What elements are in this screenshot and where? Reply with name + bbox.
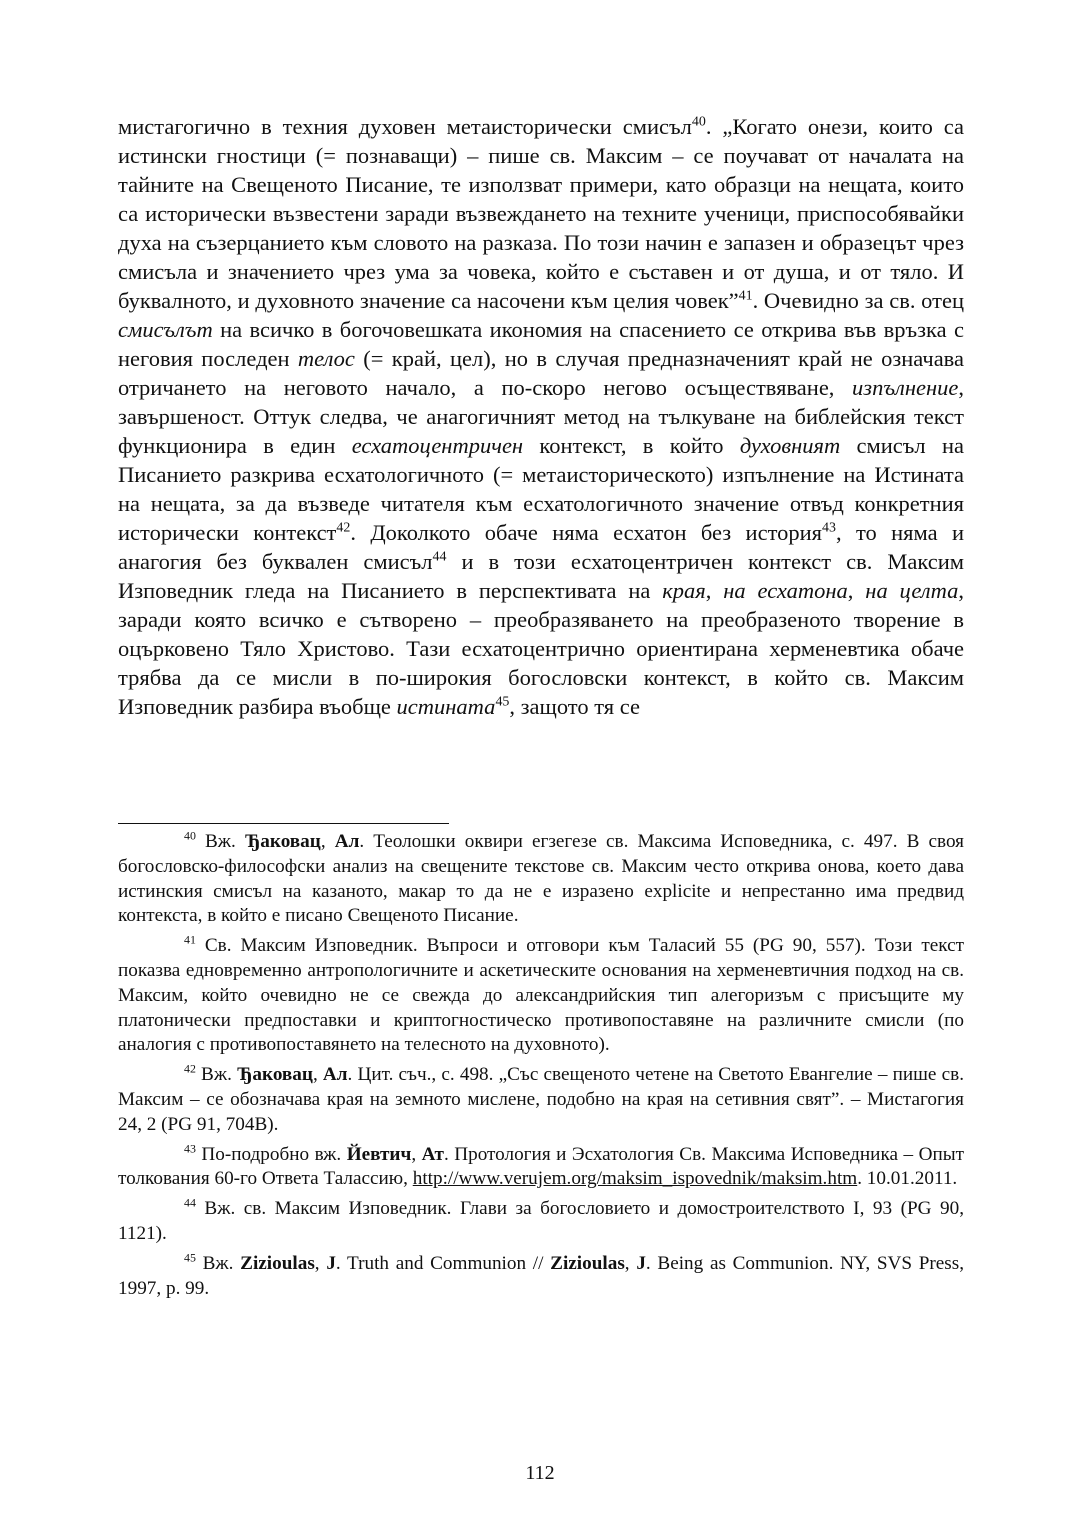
- text-run: . Очевидно за св. отец: [752, 288, 964, 313]
- footnote: [118, 1252, 964, 1302]
- footnote-ref: 43: [822, 520, 836, 536]
- main-text: [118, 112, 964, 721]
- text-run: . Truth and Communion //: [335, 1252, 551, 1274]
- text-run: . Теолошки оквири егзегезе св. Максима Исповедника, с. 497. В своя богословско-философски анализ на свещените текстове св. Максим често открива онова, което дава истинския смисъл на казаното, макар то да не е изразено explicite и непрестанно има предвид контекста, в който е писано Свещеното Писание.: [118, 831, 964, 927]
- text-run: на всичко в богочовешката икономия на спасението се открива във връзка с неговия последен: [118, 317, 964, 371]
- author-name: J: [636, 1252, 646, 1274]
- footnote-link[interactable]: http://www.verujem.org/maksim_ispovednik/maksim.htm: [412, 1168, 858, 1190]
- author-name: Ат: [421, 1143, 444, 1165]
- text-run: смисъл на Писанието разкрива есхатологичното (= метаисторическото) изпълнение на Истината на нещата, за да възведе читателя към есхатологичното значение отвъд конкретния исторически контекст: [118, 433, 964, 545]
- text-run: . Being as Communion. NY, SVS Press, 1997, p. 99.: [118, 1252, 965, 1299]
- page-number: 112: [525, 1462, 555, 1484]
- author-name: J: [326, 1252, 336, 1274]
- emphasis: изпълнение: [852, 375, 959, 400]
- footnote-ref: 42: [336, 520, 351, 536]
- emphasis: духовният: [739, 433, 841, 458]
- text-run: и в този есхатоцентричен контекст св. Максим Изповедник гледа на Писанието в перспективата на: [118, 549, 964, 603]
- text-run: Вж. св. Максим Изповедник. Глави за богословието и домостроителството I, 93 (PG 90, 1121).: [118, 1198, 964, 1244]
- text-run: мистагогично в техния духовен метаисторически смисъл: [118, 114, 692, 139]
- author-name: Йевтич: [346, 1143, 412, 1165]
- text-run: контекст, в който: [523, 433, 740, 458]
- text-run: Вж.: [195, 1064, 238, 1086]
- main-paragraph: [118, 112, 964, 721]
- author-name: Zizioulas: [240, 1252, 315, 1274]
- text-run: ,: [312, 1064, 323, 1086]
- footnote: [118, 1143, 964, 1193]
- footnote-separator: [118, 823, 449, 824]
- text-run: ,: [705, 578, 724, 603]
- author-name: Ђаковац: [244, 831, 321, 852]
- emphasis: телос: [297, 346, 355, 371]
- footnote-ref: 42: [184, 1061, 196, 1076]
- footnote-ref: 40: [184, 828, 196, 843]
- footnote-ref: 41: [738, 288, 753, 304]
- footnote: [118, 830, 964, 929]
- text-run: ,: [624, 1252, 637, 1274]
- emphasis: есхатоцентричен: [351, 433, 524, 458]
- author-name: Zizioulas: [550, 1252, 625, 1274]
- emphasis: смисълът: [118, 317, 213, 342]
- author-name: Ал: [334, 831, 360, 852]
- footnote-ref: 43: [184, 1141, 196, 1156]
- text-run: . „Когато онези, които са истински гностици (= познаващи) – пише св. Максим – се поучават от началата на тайните на Свещеното Писание, те използват примери, като образци на нещата, които са исторически възвестени заради възвеждането на техните ученици, приспособявайки духа на съзерцанието към словото на разказа. По този начин е запазен и образецът чрез смисъла и значението чрез ума за човека, който е съставен и от душа, и от тяло. И буквалното, и духовното значение са насочени към целия човек”: [118, 114, 965, 313]
- emphasis: на есхатона: [723, 578, 848, 603]
- footnote: [118, 1197, 964, 1247]
- footnote-ref: 41: [184, 932, 196, 947]
- footnote-ref: 44: [432, 549, 447, 565]
- text-run: . Доколкото обаче няма есхатон без история: [350, 520, 823, 545]
- emphasis: истината: [396, 694, 496, 719]
- footnote-ref: 45: [184, 1250, 196, 1265]
- text-run: По-подробно вж.: [195, 1143, 347, 1165]
- text-run: Св. Максим Изповедник. Въпроси и отговори към Таласий 55 (PG 90, 557). Този текст показва едновременно антропологичните и аскетическите основания на херменевтичния подход на св. Максим, който очевидно не се свежда до александрийския тип алегоризъм с присъщите му платонически предпоставки и криптогностическо противопоставяне на различните смисли (по аналогия с противопоставянето на телесното на духовното).: [118, 935, 964, 1056]
- author-name: Ђаковац: [237, 1064, 313, 1086]
- footnote-ref: 44: [184, 1195, 196, 1210]
- footnotes: [118, 830, 964, 1306]
- text-run: ,: [847, 578, 866, 603]
- text-run: . Протология и Эсхатология Св. Максима Исповедника – Опыт толкования 60-го Ответа Талассию,: [118, 1143, 964, 1190]
- footnote-ref: 45: [495, 694, 510, 710]
- emphasis: на целта: [865, 578, 959, 603]
- text-run: (= край, цел), но в случая предназначеният край не означава отричането на неговото начало, а по-скоро негово осъществяване,: [118, 346, 964, 400]
- text-run: , заради която всичко е сътворено – преобразяването на преобразеното творение в оцърковено Тяло Христово. Тази есхатоцентрично ориентирана херменевтика обаче трябва да се мисли в по-широкия богословски контекст, в който св. Максим Изповедник разбира въобще: [118, 578, 965, 719]
- text-run: ,: [320, 831, 335, 852]
- text-run: ,: [314, 1252, 327, 1274]
- text-run: . Цит. съч., с. 498. „Със свещеното четене на Светото Евангелие – пише св. Максим – се обозначава края на земното мислене, подобно на края на сетивния свят”. – Мистагогия 24, 2 (PG 91, 704B).: [118, 1064, 964, 1135]
- text-run: Вж.: [195, 831, 245, 852]
- text-run: , защото тя се: [509, 694, 640, 719]
- text-run: , завършеност. Оттук следва, че анагогичният метод на тълкуване на библейския текст функционира в един: [118, 375, 964, 458]
- footnote: [118, 934, 964, 1058]
- text-run: ,: [411, 1143, 422, 1165]
- text-run: , то няма и анагогия без буквален смисъл: [118, 520, 964, 574]
- footnote: [118, 1063, 964, 1137]
- author-name: Ал: [322, 1064, 348, 1086]
- emphasis: края: [662, 578, 706, 603]
- footnote-ref: 40: [691, 114, 706, 130]
- text-run: Вж.: [195, 1252, 241, 1274]
- text-run: . 10.01.2011.: [857, 1168, 958, 1190]
